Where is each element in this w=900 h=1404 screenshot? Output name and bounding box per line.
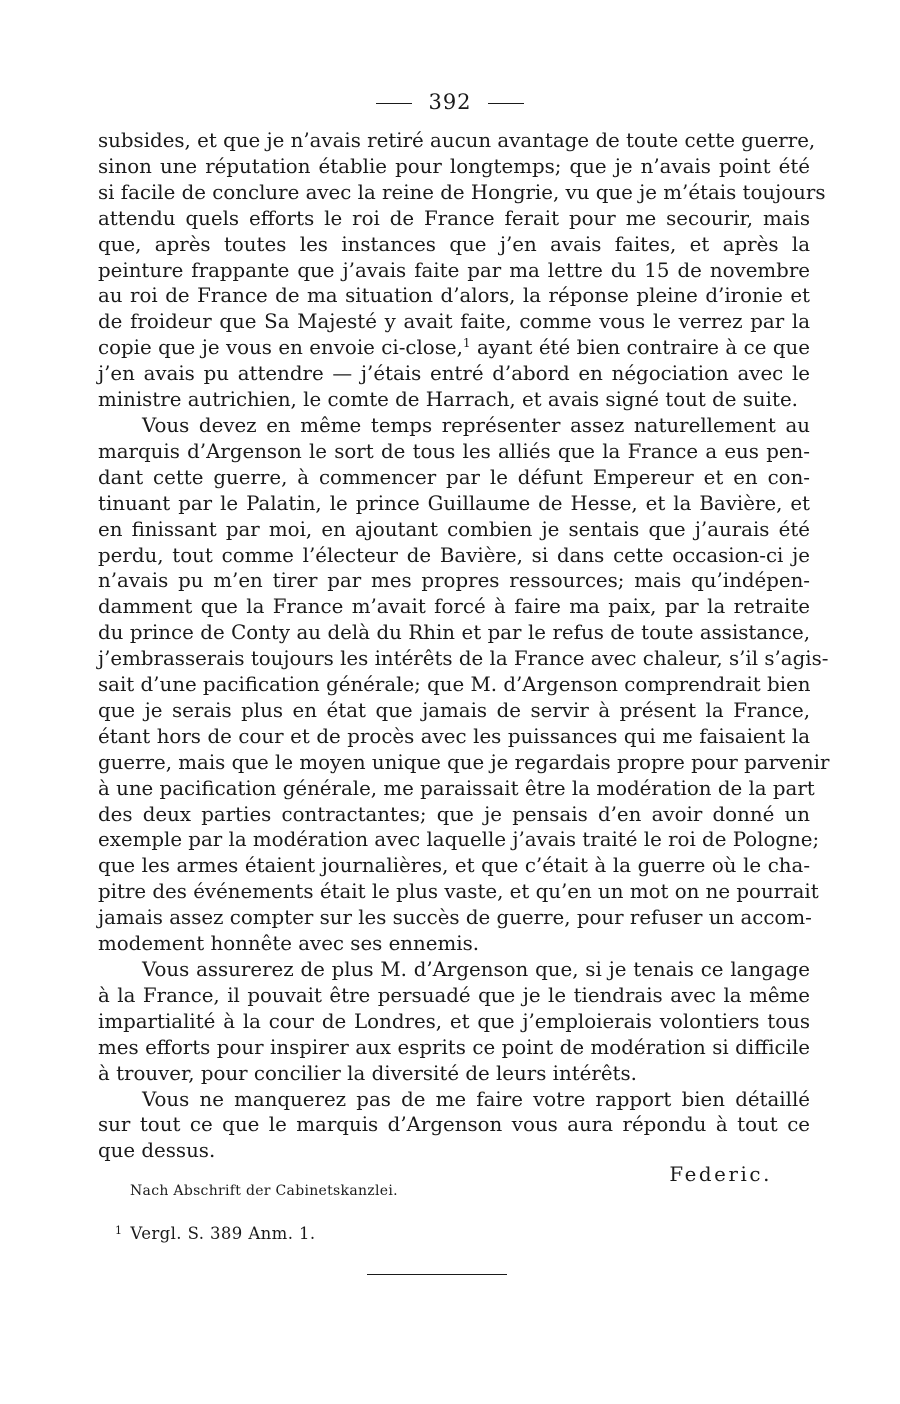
text-line: attendu quels efforts le roi de France ferait pour me secourir, mais: [98, 206, 810, 230]
text-line: si facile de conclure avec la reine de Hongrie, vu que je m’étais toujours: [98, 180, 826, 204]
text-line: pitre des événements était le plus vaste, et qu’en un mot on ne pourrait: [98, 880, 819, 904]
text-line: peinture frappante que j’avais faite par ma lettre du 15 de novembre: [98, 258, 810, 282]
text-line: subsides, et que je n’avais retiré aucun avantage de toute cette guerre,: [98, 129, 816, 152]
text-line: sait d’une pacification générale; que M. d’Argenson comprendrait bien: [98, 673, 811, 697]
page-number: 392: [428, 90, 472, 114]
text-line: modement honnête avec ses ennemis.: [98, 932, 480, 956]
text-line: guerre, mais que le moyen unique que je regardais propre pour parvenir: [98, 750, 830, 774]
page-number-header: [0, 90, 900, 114]
text-segment: copie que je vous en envoie ci-close,: [98, 336, 463, 360]
text-line: j’en avais pu attendre — j’étais entré d’abord en négociation avec le: [98, 362, 810, 386]
text-line: étant hors de cour et de procès avec les puissances qui me faisaient la: [98, 724, 810, 748]
text-line: damment que la France m’avait forcé à faire ma paix, par la retraite: [98, 595, 810, 619]
text-line: au roi de France de ma situation d’alors, la réponse pleine d’ironie et: [98, 284, 810, 308]
text-line: ministre autrichien, le comte de Harrach, et avais signé tout de suite.: [98, 388, 798, 412]
text-line: que les armes étaient journalières, et que c’était à la guerre où le cha-: [98, 854, 810, 878]
text-line: sinon une réputation établie pour longtemps; que je n’avais point été: [98, 154, 810, 178]
paragraph-start-line: Vous ne manquerez pas de me faire votre rapport bien détaillé: [142, 1087, 810, 1111]
text-line: de froideur que Sa Majesté y avait faite, comme vous le verrez par la: [98, 310, 810, 334]
text-line: jamais assez compter sur les succès de guerre, pour refuser un accom-: [98, 906, 812, 930]
text-line: que, après toutes les instances que j’en avais faites, et après la: [98, 232, 810, 256]
text-line: que dessus.: [98, 1139, 216, 1163]
bottom-rule: [367, 1274, 507, 1275]
text-line: perdu, tout comme l’électeur de Bavière, si dans cette occasion-ci je: [98, 543, 810, 567]
text-line: sur tout ce que le marquis d’Argenson vous aura répondu à tout ce: [98, 1113, 810, 1137]
text-line: que je serais plus en état que jamais de servir à présent la France,: [98, 698, 810, 722]
text-line: marquis d’Argenson le sort de tous les alliés que la France a eus pen-: [98, 439, 810, 463]
source-note: Nach Abschrift der Cabinetskanzlei.: [130, 1183, 398, 1199]
text-line: dant cette guerre, à commencer par le défunt Empereur et en con-: [98, 465, 810, 489]
right-dash: [488, 103, 524, 104]
text-line: des deux parties contractantes; que je pensais d’en avoir donné un: [98, 802, 810, 826]
signature: Federic.: [669, 1163, 772, 1186]
text-line: tinuant par le Palatin, le prince Guillaume de Hesse, et la Bavière, et: [98, 491, 810, 515]
letter-body: [98, 128, 830, 1164]
text-line: du prince de Conty au delà du Rhin et par le refus de toute assistance,: [98, 621, 810, 645]
text-line: à trouver, pour concilier la diversité de leurs intérêts.: [98, 1061, 637, 1085]
text-line: n’avais pu m’en tirer par mes propres ressources; mais qu’indépen-: [98, 569, 810, 593]
paragraph-start-line: Vous assurerez de plus M. d’Argenson que, si je tenais ce langage: [142, 958, 810, 981]
text-line: en finissant par moi, en ajoutant combien je sentais que j’aurais été: [98, 517, 810, 541]
footnote: [115, 1224, 316, 1243]
footnote-marker: 1: [462, 336, 471, 351]
text-line: j’embrasserais toujours les intérêts de la France avec chaleur, s’il s’agis-: [98, 647, 829, 671]
text-line: à une pacification générale, me paraissait être la modération de la part: [98, 776, 815, 800]
text-line-with-footnote: [98, 335, 810, 361]
paragraph-start-line: Vous devez en même temps représenter assez naturellement au: [142, 413, 810, 437]
footnote-text: Vergl. S. 389 Anm. 1.: [130, 1224, 316, 1243]
text-line: impartialité à la cour de Londres, et que j’emploierais volontiers tous: [98, 1009, 810, 1033]
text-line: mes efforts pour inspirer aux esprits ce point de modération si difficile: [98, 1035, 810, 1059]
text-segment: ayant été bien contraire à ce que: [470, 336, 810, 360]
text-line: exemple par la modération avec laquelle j’avais traité le roi de Pologne;: [98, 828, 820, 852]
footnote-number: 1: [115, 1224, 123, 1237]
text-line: à la France, il pouvait être persuadé que je le tiendrais avec la même: [98, 983, 810, 1007]
left-dash: [376, 103, 412, 104]
